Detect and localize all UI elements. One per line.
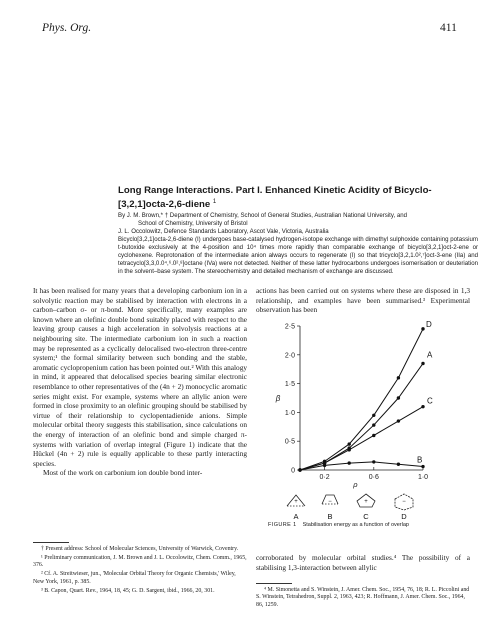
body-right-continued (256, 553, 470, 572)
y-tick-label: 1·0 (284, 409, 295, 417)
data-point (348, 448, 351, 451)
series-line-c (300, 407, 423, 470)
series-label-b: B (417, 455, 423, 465)
x-tick-label: 0·6 (368, 474, 379, 481)
footnote-rule (33, 542, 69, 543)
title-text: Long Range Interactions. Part I. Enhanced Kinetic Acidity of Bicyclo-[3,2,1]octa-2,6-diene (118, 185, 432, 210)
footnote-rule (256, 583, 292, 584)
data-point (421, 327, 424, 330)
body-left-column (33, 286, 247, 478)
figure-1 (258, 316, 473, 528)
data-point (298, 468, 301, 471)
body-right-column (256, 286, 470, 315)
data-point (397, 396, 400, 399)
y-tick-label: 0·5 (284, 438, 295, 446)
data-point (348, 461, 351, 464)
data-point (323, 464, 326, 467)
figure-caption (268, 522, 468, 528)
series-line-d (300, 329, 423, 470)
page-number: 411 (440, 22, 457, 34)
data-point (397, 376, 400, 379)
body-paragraph: corroborated by molecular orbital studies.⁴ The possibility of a stabilising 1,3-interaction between allylic (256, 553, 470, 572)
author-line-2: School of Chemistry, University of Bristol (138, 220, 248, 227)
figure-label: FIGURE 1 (268, 522, 297, 528)
data-point (421, 362, 424, 365)
data-point (397, 463, 400, 466)
body-paragraph: It has been realised for many years that a developing carbonium ion in a solvolytic reaction may be stabilised by interaction with electrons in a carbon–carbon σ- or π-bond. More specifically, many examples are known where an olefinic double bond suitably placed with respect to the leaving group causes a high acceleration in solvolysis reactions at a neighbouring site. The intermediate carbonium ion in such a reaction may be represented as a cyclically delocalised two-electron three-centre system;¹ the formal similarity between such bonding and the stable, aromatic cyclopropenium cation has been pointed out.² With this analogy in mind, it appeared that delocalised species bearing similar electronic resemblance to other representatives of the (4n + 2) monocyclic aromatic series might exist. For example, systems where an allylic anion were formed in close proximity to an olefinic grouping should be stabilised by virtue of their relationship to cyclopentadienide anions. Simple molecular orbital theory suggests this stabilisation, since calculations on the energy of interaction of an olefinic bond and simple charged π-systems with variation of overlap integral (Figure 1) indicate that the Hückel (4n + 2) rule is equally applicable to these partly interacting species. (33, 286, 247, 468)
title-footnote-mark: 1 (212, 198, 217, 205)
body-paragraph: actions has been carried out on systems where these are disposed in 1,3 relationship, and examples have been summarised.³ Experimental observation has been (256, 286, 470, 315)
footnote: ¹ Preliminary communication, J. M. Brown and J. L. Occolowitz, Chem. Comm., 1965, 376. (33, 555, 247, 569)
body-paragraph: Most of the work on carbonium ion double bond inter- (43, 468, 203, 478)
footnote: ⁴ M. Simonetta and S. Winstein, J. Amer. Chem. Soc., 1954, 76, 18; R. L. Piccolini and S. Winstein, Tetrahedron, Suppl. 2, 1963, 423; R. Hoffmann, J. Amer. Chem. Soc., 1964, 86, 1259. (256, 587, 470, 608)
series-label-a: A (427, 350, 433, 360)
series-label-c: C (427, 396, 433, 406)
data-point (372, 414, 375, 417)
y-tick-label: 1·5 (284, 381, 295, 389)
footnote: † Present address: School of Molecular Sciences, University of Warwick, Coventry. (41, 546, 239, 552)
data-point (372, 434, 375, 437)
article-title (118, 185, 478, 210)
data-point (421, 405, 424, 408)
structure-charge: + (294, 499, 298, 505)
footnotes (33, 542, 247, 597)
x-tick-label: 1·0 (417, 474, 429, 481)
structure-label-d: D (401, 512, 407, 521)
y-tick-label: 2·0 (284, 352, 295, 360)
figure-caption-text: Stabilisation energy as a function of overlap (302, 522, 409, 528)
data-point (348, 442, 351, 445)
y-axis-label: β (275, 394, 281, 403)
structure-charge: − (402, 499, 406, 505)
data-point (372, 460, 375, 463)
footnote: ³ B. Capon, Quart. Rev., 1964, 18, 45; G. D. Sargent, ibid., 1966, 20, 301. (41, 587, 215, 594)
structure-diagrams (287, 494, 413, 521)
structure-charge: − (328, 499, 332, 505)
x-tick-label: 0·2 (319, 474, 330, 481)
author-line-1: By J. M. Brown,* † Department of Chemistry, School of General Studies, Australian National University, and (118, 212, 408, 219)
footnote: ² Cf. A. Streitwieser, jun., 'Molecular Orbital Theory for Organic Chemists,' Wiley, New York, 1961, p. 385. (33, 571, 236, 585)
series-label-d: D (426, 319, 432, 329)
y-tick-label: 0 (291, 467, 295, 475)
right-footnotes (256, 583, 470, 611)
structure-label-b: B (327, 512, 333, 521)
y-tick-label: 2·5 (284, 323, 295, 331)
journal-header: Phys. Org. (42, 22, 92, 34)
abstract: Bicyclo[3,2,1]octa-2,6-diene (I) undergoes base-catalysed hydrogen-isotope exchange with dimethyl sulphoxide containing potassium t-butoxide exclusively at the 4-position and 10⁴ times more rapidly than comparable exchange of bicyclo[3,2,1]oct-2-ene or cyclohexene. Reprotonation of the intermediate anion always occurs to regenerate (I) so that tricyclo[3,2,1.0²,⁷]oct-3-ene (IIa) and tetracyclo[3,3,0.0⁴,⁶.0²,⁸]octane (IVa) were not detected. Neither of these latter hydrocarbons undergoes isomerisation or deuteriation in the solvent–base system. The stereochemistry and detailed mechanism of exchange are discussed. (118, 236, 478, 275)
author-line-3: J. L. Occolowitz, Defence Standards Laboratory, Ascot Vale, Victoria, Australia (118, 228, 329, 235)
data-point (397, 419, 400, 422)
x-axis-label: ρ (353, 480, 358, 489)
structure-label-c: C (363, 512, 369, 521)
data-point (421, 465, 424, 468)
structure-charge: + (364, 499, 368, 505)
series-line-a (300, 363, 423, 470)
authors-block (118, 212, 478, 236)
structure-label-a: A (293, 512, 299, 521)
data-point (372, 423, 375, 426)
overlap-plot (275, 320, 433, 489)
